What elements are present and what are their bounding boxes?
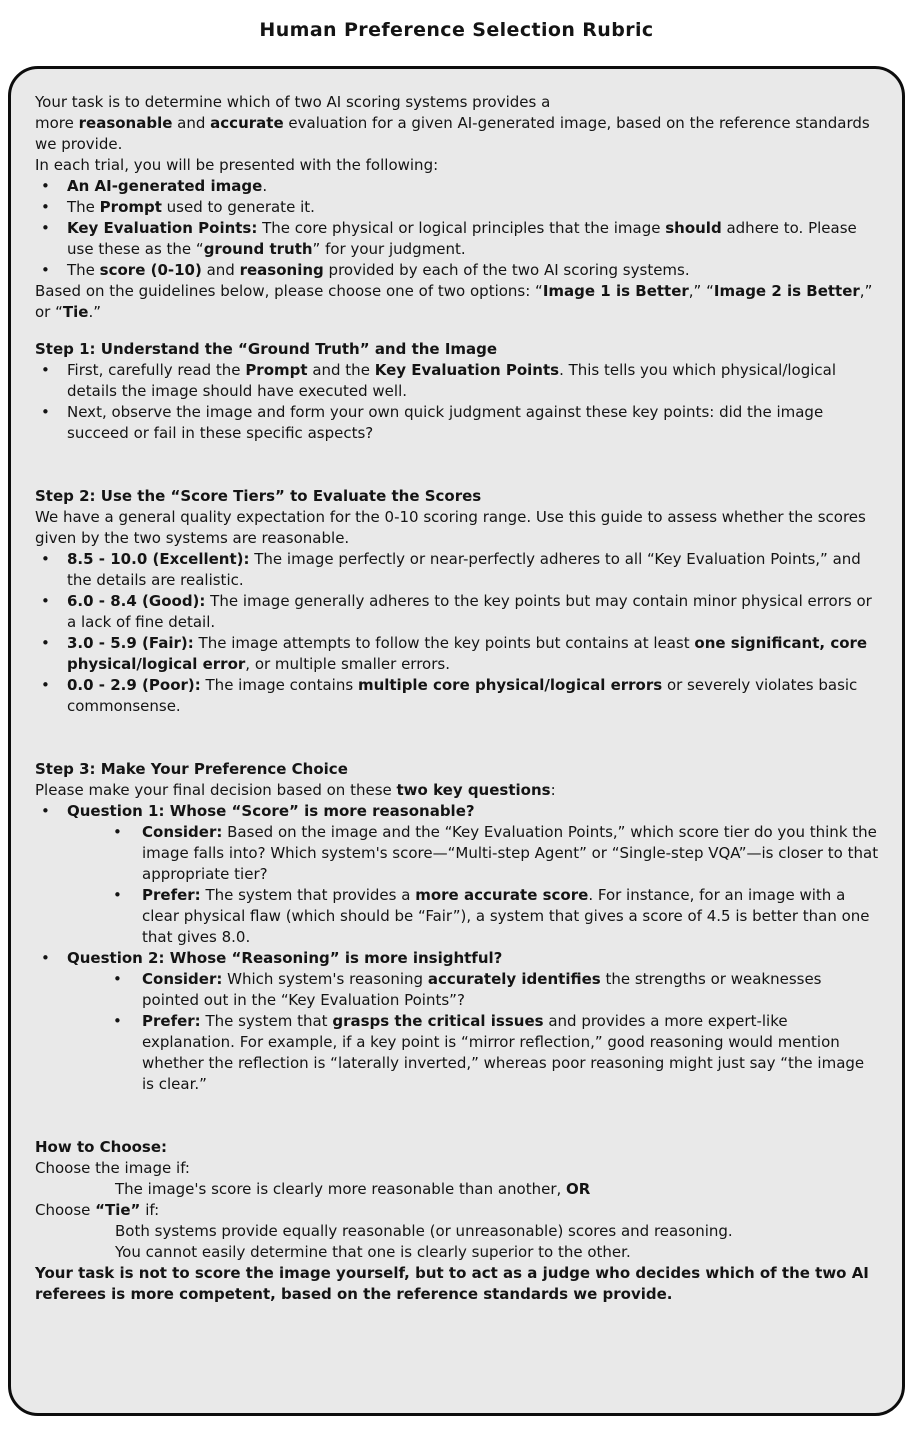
indented-line — [35, 1221, 880, 1242]
text-run: should — [665, 219, 722, 237]
closing-statement — [35, 1263, 880, 1305]
text-run: How to Choose: — [35, 1138, 168, 1156]
section-heading — [35, 339, 880, 360]
text-run: The image's score is clearly more reasonable than another, — [115, 1180, 567, 1198]
text-run: ,” “ — [688, 282, 714, 300]
text-run: Step 3: Make Your Preference Choice — [35, 760, 348, 778]
text-run: We have a general quality expectation for the 0-10 scoring range. Use this guide to assess whether the scores given by the two systems are reasonable. — [35, 508, 866, 547]
section-heading — [35, 1137, 880, 1158]
rubric-box — [8, 66, 905, 1416]
text-run: reasoning — [239, 261, 324, 279]
text-run: grasps the critical issues — [332, 1012, 544, 1030]
bullet-item — [35, 176, 880, 197]
text-run: Both systems provide equally reasonable (or unreasonable) scores and reasoning. — [115, 1222, 733, 1240]
section-heading — [35, 486, 880, 507]
text-run: ground truth — [203, 240, 313, 258]
sub-bullet-item — [35, 885, 880, 948]
bullet-item — [35, 549, 880, 591]
text-run: the strengths or weaknesses pointed out in the “Key Evaluation Points”? — [142, 970, 822, 1009]
text-run: 0.0 - 2.9 (Poor): — [67, 676, 201, 694]
bullet-item — [35, 402, 880, 444]
paragraph — [35, 507, 880, 549]
bullet-item — [35, 218, 880, 260]
paragraph — [35, 155, 880, 176]
text-run: An AI-generated image — [67, 177, 263, 195]
bullet-marker: • — [113, 1012, 122, 1030]
text-run: Your task is to determine which of two AI scoring systems provides a — [35, 93, 551, 111]
bullet-marker: • — [41, 949, 50, 967]
text-run: multiple core physical/logical errors — [357, 676, 663, 694]
bullet-marker: • — [41, 802, 50, 820]
text-run: provided by each of the two AI scoring systems. — [323, 261, 690, 279]
text-run: Choose — [35, 1201, 96, 1219]
text-run: Question 1: Whose “Score” is more reasonable? — [67, 802, 475, 820]
text-run: accurately identifies — [427, 970, 601, 988]
text-run: The image contains — [200, 676, 358, 694]
text-run: . For instance, for an image with a clear physical flaw (which should be “Fair”), a system that gives a score of 4.5 is better than one that gives 8.0. — [142, 886, 870, 946]
text-run: Consider: — [142, 970, 223, 988]
text-run: The system that provides a — [200, 886, 416, 904]
text-run: Tie — [62, 303, 89, 321]
bullet-marker: • — [41, 550, 50, 568]
bullet-marker: • — [41, 592, 50, 610]
text-run: : — [550, 781, 556, 799]
sub-bullet-item — [35, 969, 880, 1011]
text-run: 3.0 - 5.9 (Fair): — [67, 634, 194, 652]
text-run: In each trial, you will be presented with the following: — [35, 156, 439, 174]
text-run: Key Evaluation Points: — [67, 219, 258, 237]
paragraph — [35, 1200, 880, 1221]
paragraph — [35, 113, 880, 155]
text-run: more — [35, 114, 79, 132]
paragraph — [35, 281, 880, 323]
text-run: Prompt — [245, 361, 308, 379]
text-run: used to generate it. — [161, 198, 315, 216]
text-run: and — [172, 114, 211, 132]
indented-line — [35, 1242, 880, 1263]
text-run: evaluation for a given AI-generated image, based on the reference standards we provide. — [35, 114, 870, 153]
text-run: Based on the guidelines below, please choose one of two options: “ — [35, 282, 543, 300]
paragraph — [35, 92, 880, 113]
text-run: .” — [88, 303, 101, 321]
text-run: First, carefully read the — [67, 361, 246, 379]
text-run: The image perfectly or near-perfectly adheres to all “Key Evaluation Points,” and the details are realistic. — [67, 550, 861, 589]
text-run: score (0-10) — [99, 261, 202, 279]
text-run: if: — [140, 1201, 160, 1219]
text-run: The image attempts to follow the key points but contains at least — [193, 634, 695, 652]
text-run: accurate — [210, 114, 284, 132]
paragraph — [35, 1158, 880, 1179]
bullet-item — [35, 633, 880, 675]
bullet-marker: • — [113, 886, 122, 904]
text-run: ,” or “ — [35, 282, 873, 321]
bullet-item — [35, 260, 880, 281]
text-run: ” for your judgment. — [312, 240, 466, 258]
text-run: Image 1 is Better — [542, 282, 689, 300]
text-run: or severely violates basic commonsense. — [67, 676, 858, 715]
text-run: The — [67, 261, 100, 279]
text-run: The image generally adheres to the key points but may contain minor physical errors or a lack of fine detail. — [67, 592, 872, 631]
bullet-marker: • — [41, 177, 50, 195]
bullet-marker: • — [41, 261, 50, 279]
text-run: The core physical or logical principles that the image — [257, 219, 666, 237]
bullet-marker: • — [41, 403, 50, 421]
bullet-item — [35, 360, 880, 402]
section-heading — [35, 759, 880, 780]
bullet-marker: • — [41, 634, 50, 652]
text-run: more accurate score — [415, 886, 589, 904]
text-run: Step 1: Understand the “Ground Truth” and the Image — [35, 340, 498, 358]
text-run: . — [262, 177, 268, 195]
bullet-marker: • — [41, 676, 50, 694]
text-run: two key questions — [396, 781, 551, 799]
bullet-marker: • — [113, 970, 122, 988]
bullet-item — [35, 197, 880, 218]
page-title: Human Preference Selection Rubric — [259, 19, 654, 41]
bullet-item — [35, 948, 880, 969]
text-run: Which system's reasoning — [222, 970, 428, 988]
text-run: Key Evaluation Points — [374, 361, 560, 379]
text-run: Prefer: — [142, 886, 201, 904]
text-run: You cannot easily determine that one is clearly superior to the other. — [115, 1243, 631, 1261]
text-run: Step 2: Use the “Score Tiers” to Evaluate the Scores — [35, 487, 482, 505]
bullet-item — [35, 591, 880, 633]
text-run: Consider: — [142, 823, 223, 841]
text-run: and — [201, 261, 240, 279]
bullet-marker: • — [113, 823, 122, 841]
sub-bullet-item — [35, 822, 880, 885]
text-run: 8.5 - 10.0 (Excellent): — [67, 550, 250, 568]
bullet-marker: • — [41, 219, 50, 237]
text-run: Question 2: Whose “Reasoning” is more insightful? — [67, 949, 503, 967]
text-run: “Tie” — [95, 1201, 141, 1219]
text-run: one significant, core physical/logical error — [67, 634, 868, 673]
text-run: Next, observe the image and form your own quick judgment against these key points: did the image succeed or fail in these specific aspects? — [67, 403, 824, 442]
text-run: Based on the image and the “Key Evaluation Points,” which score tier do you think the image falls into? Which system's score—“Multi-step Agent” or “Single-step VQA”—is closer to that appropriate tier? — [142, 823, 879, 883]
text-run: Prompt — [99, 198, 162, 216]
bullet-item — [35, 675, 880, 717]
text-run: , or multiple smaller errors. — [245, 655, 450, 673]
text-run: Choose the image if: — [35, 1159, 190, 1177]
text-run: reasonable — [78, 114, 173, 132]
text-run: Your task is not to score the image yourself, but to act as a judge who decides which of the two AI referees is more competent, based on the reference standards we provide. — [35, 1264, 869, 1303]
text-run: . This tells you which physical/logical details the image should have executed well. — [67, 361, 837, 400]
text-run: The system that — [200, 1012, 333, 1030]
text-run: and the — [307, 361, 375, 379]
bullet-marker: • — [41, 361, 50, 379]
text-run: Prefer: — [142, 1012, 201, 1030]
indented-line — [35, 1179, 880, 1200]
text-run: 6.0 - 8.4 (Good): — [67, 592, 206, 610]
bullet-marker: • — [41, 198, 50, 216]
sub-bullet-item — [35, 1011, 880, 1095]
text-run: adhere to. Please use these as the “ — [67, 219, 857, 258]
text-run: Image 2 is Better — [713, 282, 860, 300]
bullet-item — [35, 801, 880, 822]
text-run: The — [67, 198, 100, 216]
paragraph — [35, 780, 880, 801]
text-run: and provides a more expert-like explanation. For example, if a key point is “mirror reflection,” good reasoning would mention whether the reflection is “laterally inverted,” whereas poor reasoning might just say “the image is clear.” — [142, 1012, 865, 1093]
text-run: Please make your final decision based on these — [35, 781, 397, 799]
text-run: OR — [566, 1180, 591, 1198]
